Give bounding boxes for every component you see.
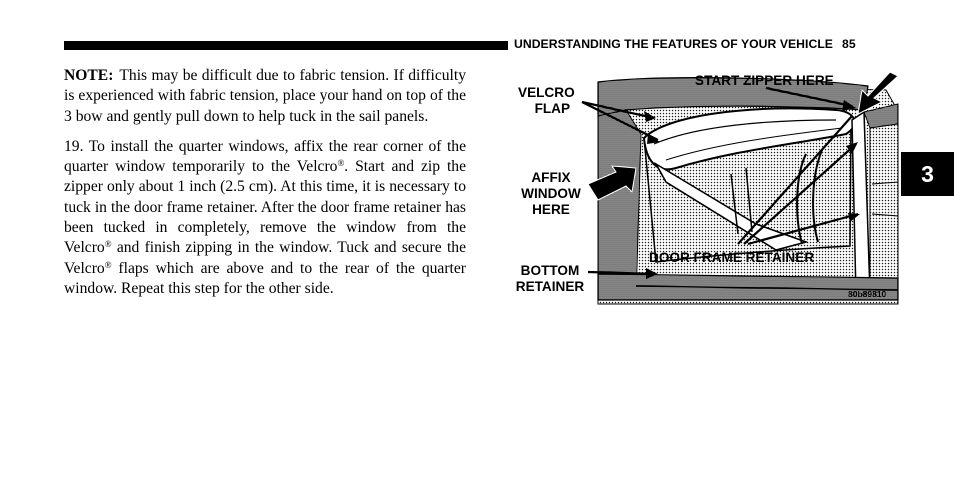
running-header <box>514 37 900 51</box>
registered-mark: ® <box>104 239 112 250</box>
quarter-window-illustration <box>506 64 900 310</box>
step-text-1: 19. To install the quarter windows, affix the rear corner of the quarter window temporarily to the Velcro <box>64 137 466 176</box>
registered-mark: ® <box>104 259 112 270</box>
note-paragraph <box>64 66 466 127</box>
registered-mark: ® <box>337 158 345 169</box>
figure-code: 80b89810 <box>848 289 887 299</box>
step-text-4: flaps which are above and to the rear of the quarter window. Repeat this step for the other side. <box>64 259 466 297</box>
step-text-2: . Start and zip the zipper only about 1 inch (2.5 cm). At this time, it is necessary to tuck in the door frame retainer. After the door frame retainer has been tucked in completely, remove the window from the Velcro <box>64 158 467 257</box>
body-text <box>64 66 466 299</box>
chapter-tab: 3 <box>901 152 954 196</box>
affix-window-label: AFFIX WINDOW HERE <box>521 170 581 217</box>
velcro-flap-label: VELCRO FLAP <box>518 85 575 116</box>
bottom-retainer-label: BOTTOM RETAINER <box>515 263 585 294</box>
step-19-paragraph <box>64 137 466 299</box>
section-title: UNDERSTANDING THE FEATURES OF YOUR VEHICLE <box>514 37 833 51</box>
door-frame-retainer-label: DOOR FRAME RETAINER <box>649 250 815 265</box>
start-zipper-label: START ZIPPER HERE <box>695 73 834 88</box>
step-text-3: and finish zipping in the window. Tuck and secure the Velcro <box>64 239 466 277</box>
page-number: 85 <box>842 37 856 51</box>
note-label: NOTE: <box>64 67 114 84</box>
note-text: This may be difficult due to fabric tension. If difficulty is experienced with fabric tension, place your hand on top of the 3 bow and gently pull down to help tuck in the sail panels. <box>64 67 466 125</box>
header-rule <box>64 41 508 50</box>
